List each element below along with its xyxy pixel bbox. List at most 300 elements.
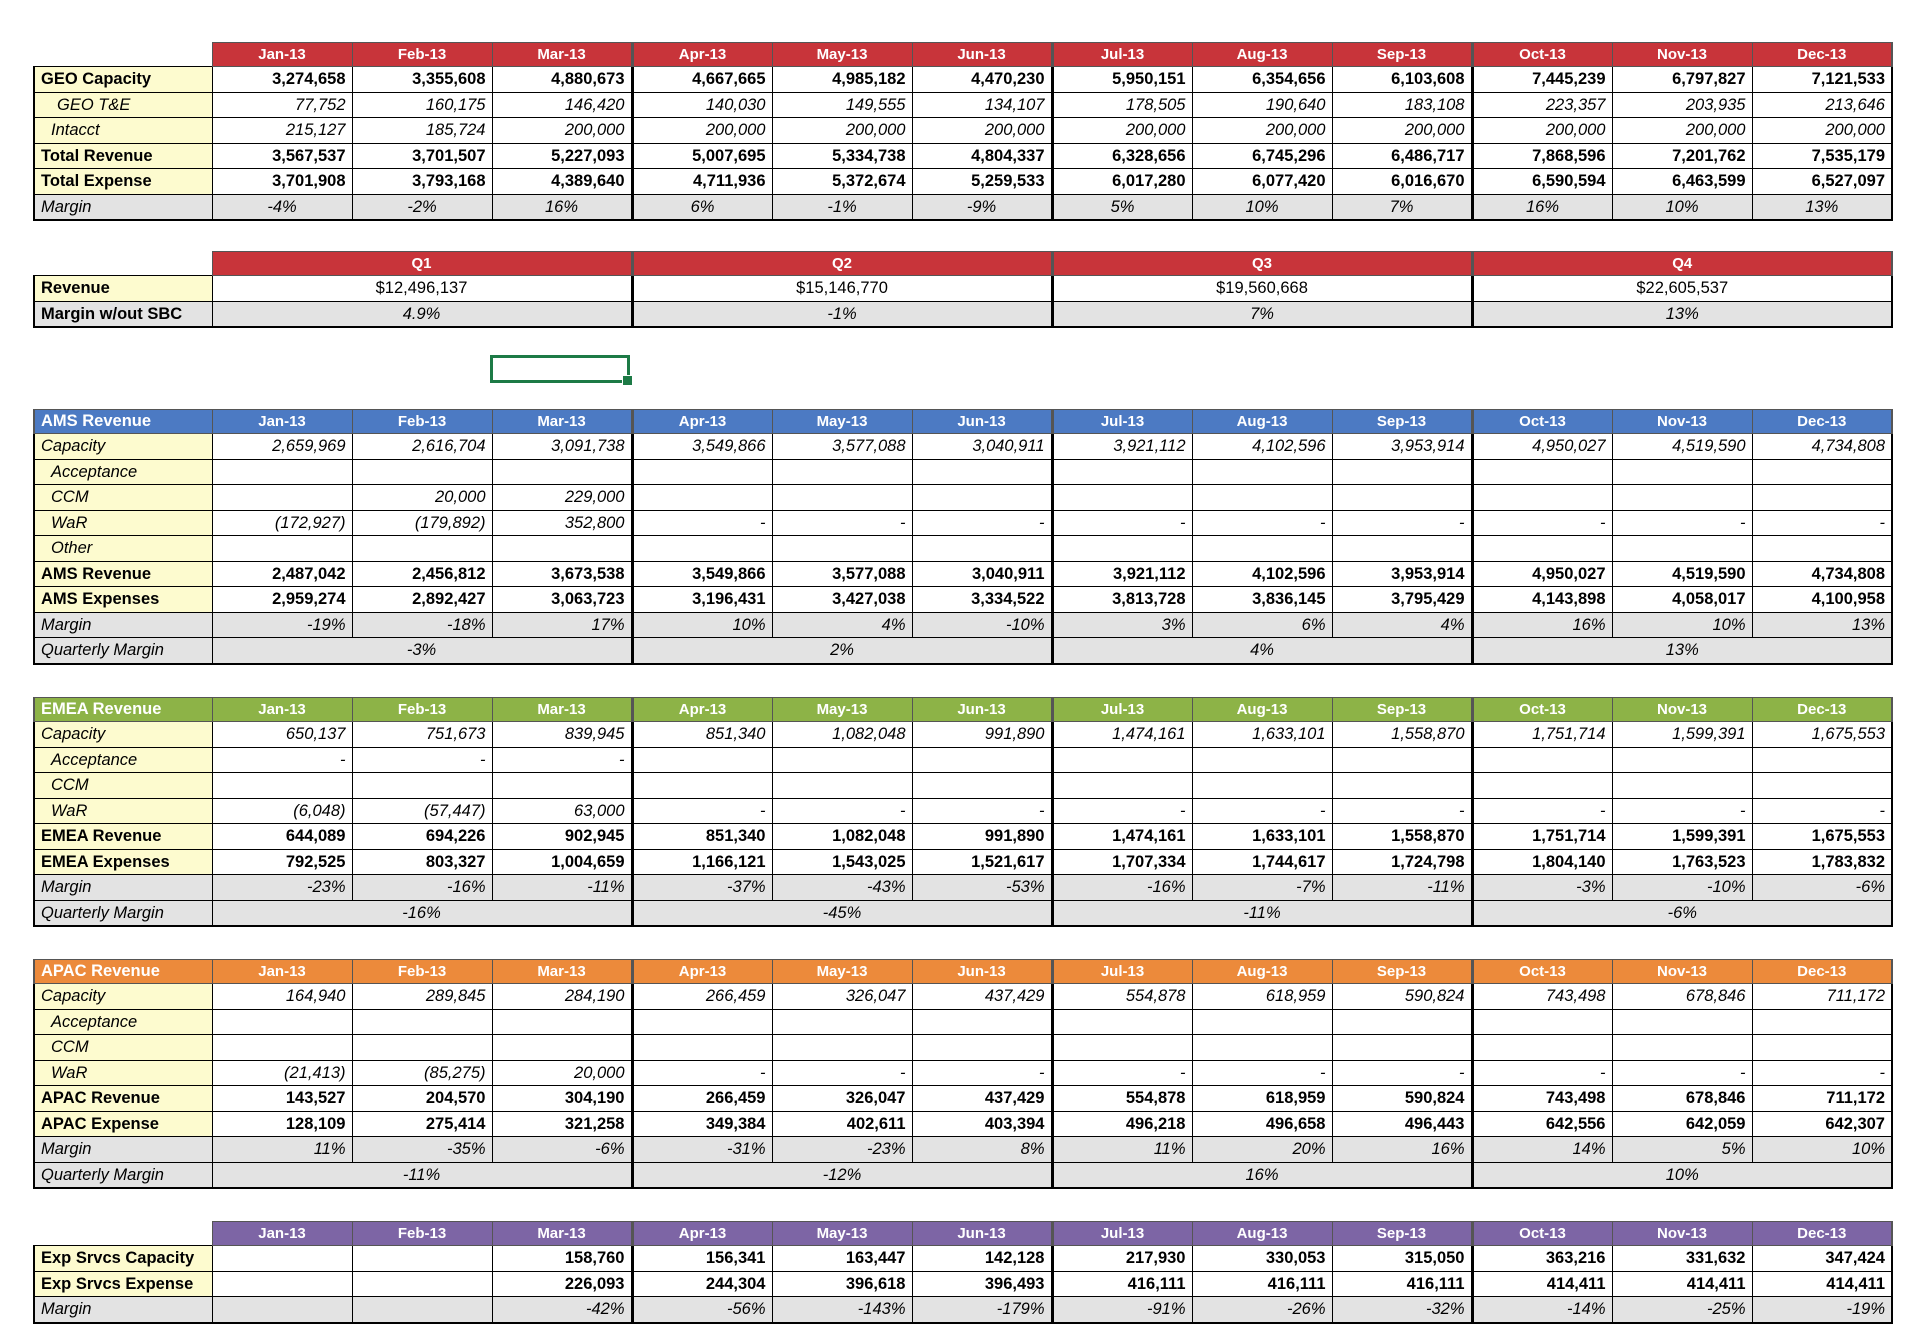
row-label[interactable]: Margin: [34, 1137, 212, 1163]
data-cell[interactable]: -: [1612, 510, 1752, 536]
data-cell[interactable]: 991,890: [912, 722, 1052, 748]
data-cell[interactable]: 803,327: [352, 849, 492, 875]
data-cell[interactable]: -6%: [492, 1137, 632, 1163]
month-header[interactable]: Jul-13: [1052, 960, 1192, 984]
data-cell[interactable]: 16%: [1472, 194, 1612, 220]
data-cell[interactable]: 743,498: [1472, 984, 1612, 1010]
data-cell[interactable]: -31%: [632, 1137, 772, 1163]
data-cell[interactable]: 711,172: [1752, 1086, 1892, 1112]
month-header[interactable]: May-13: [772, 960, 912, 984]
data-cell[interactable]: 363,216: [1472, 1246, 1612, 1272]
data-cell[interactable]: [1472, 459, 1612, 485]
month-header[interactable]: Nov-13: [1612, 43, 1752, 67]
data-cell[interactable]: 3,355,608: [352, 67, 492, 93]
data-cell[interactable]: -: [1472, 798, 1612, 824]
data-cell[interactable]: [1472, 1009, 1612, 1035]
month-header[interactable]: Aug-13: [1192, 960, 1332, 984]
month-header[interactable]: Sep-13: [1332, 1222, 1472, 1246]
data-cell[interactable]: -: [772, 510, 912, 536]
data-cell[interactable]: 7,121,533: [1752, 67, 1892, 93]
data-cell[interactable]: -: [1612, 798, 1752, 824]
month-header[interactable]: Sep-13: [1332, 960, 1472, 984]
data-cell[interactable]: [1052, 536, 1192, 562]
row-label[interactable]: Capacity: [34, 434, 212, 460]
data-cell[interactable]: 590,824: [1332, 984, 1472, 1010]
data-cell[interactable]: 5,950,151: [1052, 67, 1192, 93]
data-cell[interactable]: 414,411: [1752, 1271, 1892, 1297]
month-header[interactable]: Feb-13: [352, 960, 492, 984]
data-cell[interactable]: [632, 773, 772, 799]
data-cell[interactable]: 304,190: [492, 1086, 632, 1112]
data-cell[interactable]: 4,389,640: [492, 169, 632, 195]
data-cell[interactable]: 266,459: [632, 984, 772, 1010]
data-cell[interactable]: 851,340: [632, 722, 772, 748]
quarterly-margin-cell[interactable]: 13%: [1472, 638, 1892, 664]
data-cell[interactable]: (21,413): [212, 1060, 352, 1086]
data-cell[interactable]: 3,040,911: [912, 561, 1052, 587]
data-cell[interactable]: 1,751,714: [1472, 722, 1612, 748]
data-cell[interactable]: (179,892): [352, 510, 492, 536]
data-cell[interactable]: [212, 1297, 352, 1323]
row-label[interactable]: Quarterly Margin: [34, 1162, 212, 1188]
month-header[interactable]: Nov-13: [1612, 410, 1752, 434]
data-cell[interactable]: -: [1752, 1060, 1892, 1086]
data-cell[interactable]: 128,109: [212, 1111, 352, 1137]
month-header[interactable]: Feb-13: [352, 43, 492, 67]
data-cell[interactable]: -56%: [632, 1297, 772, 1323]
data-cell[interactable]: 3,577,088: [772, 434, 912, 460]
data-cell[interactable]: 143,527: [212, 1086, 352, 1112]
data-cell[interactable]: 5,372,674: [772, 169, 912, 195]
data-cell[interactable]: 10%: [1612, 612, 1752, 638]
row-label[interactable]: CCM: [34, 1035, 212, 1061]
data-cell[interactable]: 200,000: [1052, 118, 1192, 144]
data-cell[interactable]: -18%: [352, 612, 492, 638]
data-cell[interactable]: [352, 1246, 492, 1272]
data-cell[interactable]: 352,800: [492, 510, 632, 536]
row-label[interactable]: WaR: [34, 798, 212, 824]
data-cell[interactable]: 3,836,145: [1192, 587, 1332, 613]
data-cell[interactable]: 10%: [1192, 194, 1332, 220]
data-cell[interactable]: -32%: [1332, 1297, 1472, 1323]
month-header[interactable]: Jul-13: [1052, 698, 1192, 722]
data-cell[interactable]: 751,673: [352, 722, 492, 748]
data-cell[interactable]: 331,632: [1612, 1246, 1752, 1272]
data-cell[interactable]: 3,921,112: [1052, 561, 1192, 587]
data-cell[interactable]: 215,127: [212, 118, 352, 144]
data-cell[interactable]: 2,616,704: [352, 434, 492, 460]
data-cell[interactable]: 200,000: [1752, 118, 1892, 144]
data-cell[interactable]: 16%: [492, 194, 632, 220]
month-header[interactable]: Jul-13: [1052, 410, 1192, 434]
data-cell[interactable]: 200,000: [632, 118, 772, 144]
data-cell[interactable]: 1,633,101: [1192, 722, 1332, 748]
data-cell[interactable]: 20,000: [492, 1060, 632, 1086]
data-cell[interactable]: (57,447): [352, 798, 492, 824]
row-label[interactable]: Capacity: [34, 722, 212, 748]
data-cell[interactable]: [1472, 485, 1612, 511]
quarterly-margin-cell[interactable]: -3%: [212, 638, 632, 664]
month-header[interactable]: Dec-13: [1752, 960, 1892, 984]
data-cell[interactable]: 1,474,161: [1052, 722, 1192, 748]
data-cell[interactable]: 200,000: [772, 118, 912, 144]
data-cell[interactable]: 402,611: [772, 1111, 912, 1137]
quarterly-margin-cell[interactable]: 10%: [1472, 1162, 1892, 1188]
row-label[interactable]: Quarterly Margin: [34, 638, 212, 664]
data-cell[interactable]: -: [1192, 1060, 1332, 1086]
month-header[interactable]: Feb-13: [352, 410, 492, 434]
data-cell[interactable]: 6,016,670: [1332, 169, 1472, 195]
month-header[interactable]: Nov-13: [1612, 1222, 1752, 1246]
data-cell[interactable]: 200,000: [1192, 118, 1332, 144]
data-cell[interactable]: [1472, 536, 1612, 562]
data-cell[interactable]: 678,846: [1612, 984, 1752, 1010]
data-cell[interactable]: 4,100,958: [1752, 587, 1892, 613]
data-cell[interactable]: 2,959,274: [212, 587, 352, 613]
data-cell[interactable]: (6,048): [212, 798, 352, 824]
month-header[interactable]: Mar-13: [492, 698, 632, 722]
data-cell[interactable]: [1332, 485, 1472, 511]
data-cell[interactable]: -: [1332, 798, 1472, 824]
row-label[interactable]: CCM: [34, 485, 212, 511]
quarterly-margin-cell[interactable]: -11%: [212, 1162, 632, 1188]
data-cell[interactable]: 1,558,870: [1332, 722, 1472, 748]
data-cell[interactable]: 6,527,097: [1752, 169, 1892, 195]
data-cell[interactable]: [1052, 1035, 1192, 1061]
data-cell[interactable]: [212, 773, 352, 799]
data-cell[interactable]: 711,172: [1752, 984, 1892, 1010]
row-label[interactable]: Total Revenue: [34, 143, 212, 169]
month-header[interactable]: Apr-13: [632, 410, 772, 434]
data-cell[interactable]: 642,556: [1472, 1111, 1612, 1137]
row-label[interactable]: Other: [34, 536, 212, 562]
data-cell[interactable]: 217,930: [1052, 1246, 1192, 1272]
data-cell[interactable]: 991,890: [912, 824, 1052, 850]
data-cell[interactable]: 2,659,969: [212, 434, 352, 460]
data-cell[interactable]: 5,227,093: [492, 143, 632, 169]
data-cell[interactable]: 142,128: [912, 1246, 1052, 1272]
data-cell[interactable]: -: [1052, 798, 1192, 824]
data-cell[interactable]: [772, 536, 912, 562]
data-cell[interactable]: 2,456,812: [352, 561, 492, 587]
data-cell[interactable]: [772, 485, 912, 511]
quarter-header[interactable]: Q3: [1052, 252, 1472, 276]
data-cell[interactable]: 4,985,182: [772, 67, 912, 93]
month-header[interactable]: Dec-13: [1752, 410, 1892, 434]
month-header[interactable]: Sep-13: [1332, 410, 1472, 434]
data-cell[interactable]: 200,000: [1332, 118, 1472, 144]
data-cell[interactable]: 3,427,038: [772, 587, 912, 613]
month-header[interactable]: May-13: [772, 1222, 912, 1246]
data-cell[interactable]: 6,486,717: [1332, 143, 1472, 169]
data-cell[interactable]: 14%: [1472, 1137, 1612, 1163]
data-cell[interactable]: -: [1612, 1060, 1752, 1086]
data-cell[interactable]: 1,751,714: [1472, 824, 1612, 850]
data-cell[interactable]: -10%: [912, 612, 1052, 638]
data-cell[interactable]: [1612, 1035, 1752, 1061]
data-cell[interactable]: 4%: [1332, 612, 1472, 638]
data-cell[interactable]: [492, 1035, 632, 1061]
data-cell[interactable]: -: [1472, 1060, 1612, 1086]
month-header[interactable]: Feb-13: [352, 1222, 492, 1246]
data-cell[interactable]: [1332, 1035, 1472, 1061]
data-cell[interactable]: 1,166,121: [632, 849, 772, 875]
data-cell[interactable]: 5,334,738: [772, 143, 912, 169]
data-cell[interactable]: -: [632, 1060, 772, 1086]
data-cell[interactable]: 1,707,334: [1052, 849, 1192, 875]
data-cell[interactable]: -7%: [1192, 875, 1332, 901]
data-cell[interactable]: 6,590,594: [1472, 169, 1612, 195]
selected-cell-cursor[interactable]: [490, 355, 630, 383]
data-cell[interactable]: 3,040,911: [912, 434, 1052, 460]
quarterly-margin-cell[interactable]: 16%: [1052, 1162, 1472, 1188]
data-cell[interactable]: [1332, 773, 1472, 799]
quarterly-margin-cell[interactable]: -16%: [212, 900, 632, 926]
data-cell[interactable]: 156,341: [632, 1246, 772, 1272]
data-cell[interactable]: 4,711,936: [632, 169, 772, 195]
data-cell[interactable]: 4,102,596: [1192, 561, 1332, 587]
data-cell[interactable]: [912, 536, 1052, 562]
row-label[interactable]: GEO Capacity: [34, 67, 212, 93]
data-cell[interactable]: 1,004,659: [492, 849, 632, 875]
data-cell[interactable]: 3,577,088: [772, 561, 912, 587]
data-cell[interactable]: 134,107: [912, 92, 1052, 118]
data-cell[interactable]: [1052, 1009, 1192, 1035]
data-cell[interactable]: [1192, 747, 1332, 773]
data-cell[interactable]: -: [772, 1060, 912, 1086]
data-cell[interactable]: 1,521,617: [912, 849, 1052, 875]
data-cell[interactable]: [1332, 747, 1472, 773]
data-cell[interactable]: 1,675,553: [1752, 722, 1892, 748]
data-cell[interactable]: -91%: [1052, 1297, 1192, 1323]
data-cell[interactable]: 3,549,866: [632, 561, 772, 587]
data-cell[interactable]: [1612, 1009, 1752, 1035]
data-cell[interactable]: [632, 747, 772, 773]
month-header[interactable]: Jan-13: [212, 43, 352, 67]
data-cell[interactable]: 396,618: [772, 1271, 912, 1297]
data-cell[interactable]: 6%: [1192, 612, 1332, 638]
month-header[interactable]: May-13: [772, 43, 912, 67]
data-cell[interactable]: 851,340: [632, 824, 772, 850]
data-cell[interactable]: [212, 536, 352, 562]
month-header[interactable]: Mar-13: [492, 410, 632, 434]
data-cell[interactable]: 204,570: [352, 1086, 492, 1112]
data-cell[interactable]: [632, 1035, 772, 1061]
data-cell[interactable]: -11%: [1332, 875, 1472, 901]
row-label[interactable]: EMEA Expenses: [34, 849, 212, 875]
row-label[interactable]: Margin: [34, 612, 212, 638]
data-cell[interactable]: 4,470,230: [912, 67, 1052, 93]
data-cell[interactable]: 3,091,738: [492, 434, 632, 460]
data-cell[interactable]: [912, 773, 1052, 799]
data-cell[interactable]: 3,813,728: [1052, 587, 1192, 613]
data-cell[interactable]: 6%: [632, 194, 772, 220]
row-label[interactable]: CCM: [34, 773, 212, 799]
data-cell[interactable]: -: [632, 798, 772, 824]
data-cell[interactable]: 146,420: [492, 92, 632, 118]
quarter-revenue-cell[interactable]: $22,605,537: [1472, 276, 1892, 302]
data-cell[interactable]: [1472, 773, 1612, 799]
data-cell[interactable]: [352, 1009, 492, 1035]
data-cell[interactable]: 160,175: [352, 92, 492, 118]
data-cell[interactable]: 4%: [772, 612, 912, 638]
data-cell[interactable]: 5%: [1612, 1137, 1752, 1163]
data-cell[interactable]: 403,394: [912, 1111, 1052, 1137]
quarterly-margin-cell[interactable]: 4%: [1052, 638, 1472, 664]
data-cell[interactable]: [1752, 485, 1892, 511]
data-cell[interactable]: 321,258: [492, 1111, 632, 1137]
data-cell[interactable]: [1752, 747, 1892, 773]
month-header[interactable]: Sep-13: [1332, 698, 1472, 722]
quarterly-margin-cell[interactable]: -6%: [1472, 900, 1892, 926]
data-cell[interactable]: 642,307: [1752, 1111, 1892, 1137]
data-cell[interactable]: -: [492, 747, 632, 773]
data-cell[interactable]: [1612, 773, 1752, 799]
month-header[interactable]: Mar-13: [492, 1222, 632, 1246]
data-cell[interactable]: -2%: [352, 194, 492, 220]
data-cell[interactable]: [1332, 536, 1472, 562]
month-header[interactable]: Jul-13: [1052, 43, 1192, 67]
data-cell[interactable]: 200,000: [912, 118, 1052, 144]
month-header[interactable]: Oct-13: [1472, 698, 1612, 722]
data-cell[interactable]: [772, 1009, 912, 1035]
data-cell[interactable]: [1192, 485, 1332, 511]
data-cell[interactable]: -: [1332, 510, 1472, 536]
data-cell[interactable]: 496,443: [1332, 1111, 1472, 1137]
data-cell[interactable]: -: [1192, 510, 1332, 536]
data-cell[interactable]: -53%: [912, 875, 1052, 901]
row-label[interactable]: AMS Revenue: [34, 561, 212, 587]
data-cell[interactable]: -: [352, 747, 492, 773]
month-header[interactable]: Jul-13: [1052, 1222, 1192, 1246]
row-label[interactable]: EMEA Revenue: [34, 824, 212, 850]
row-label[interactable]: Acceptance: [34, 747, 212, 773]
data-cell[interactable]: 140,030: [632, 92, 772, 118]
quarter-header[interactable]: Q4: [1472, 252, 1892, 276]
data-cell[interactable]: 4,667,665: [632, 67, 772, 93]
data-cell[interactable]: -: [772, 798, 912, 824]
data-cell[interactable]: 414,411: [1472, 1271, 1612, 1297]
data-cell[interactable]: 6,017,280: [1052, 169, 1192, 195]
month-header[interactable]: Apr-13: [632, 698, 772, 722]
data-cell[interactable]: 315,050: [1332, 1246, 1472, 1272]
data-cell[interactable]: -10%: [1612, 875, 1752, 901]
data-cell[interactable]: 158,760: [492, 1246, 632, 1272]
month-header[interactable]: Dec-13: [1752, 43, 1892, 67]
data-cell[interactable]: [352, 1297, 492, 1323]
data-cell[interactable]: [1752, 459, 1892, 485]
data-cell[interactable]: [492, 1009, 632, 1035]
data-cell[interactable]: 223,357: [1472, 92, 1612, 118]
data-cell[interactable]: 20%: [1192, 1137, 1332, 1163]
data-cell[interactable]: 326,047: [772, 984, 912, 1010]
data-cell[interactable]: [1332, 459, 1472, 485]
data-cell[interactable]: -3%: [1472, 875, 1612, 901]
data-cell[interactable]: [1192, 1035, 1332, 1061]
month-header[interactable]: May-13: [772, 698, 912, 722]
month-header[interactable]: Jun-13: [912, 960, 1052, 984]
data-cell[interactable]: 163,447: [772, 1246, 912, 1272]
data-cell[interactable]: 1,633,101: [1192, 824, 1332, 850]
data-cell[interactable]: 149,555: [772, 92, 912, 118]
data-cell[interactable]: [632, 485, 772, 511]
data-cell[interactable]: [1612, 459, 1752, 485]
data-cell[interactable]: 13%: [1752, 194, 1892, 220]
data-cell[interactable]: 20,000: [352, 485, 492, 511]
data-cell[interactable]: 2,487,042: [212, 561, 352, 587]
data-cell[interactable]: -23%: [772, 1137, 912, 1163]
quarter-margin-cell[interactable]: 7%: [1052, 301, 1472, 327]
row-label[interactable]: Acceptance: [34, 1009, 212, 1035]
data-cell[interactable]: -43%: [772, 875, 912, 901]
row-label[interactable]: WaR: [34, 510, 212, 536]
data-cell[interactable]: [1612, 536, 1752, 562]
data-cell[interactable]: 10%: [1752, 1137, 1892, 1163]
data-cell[interactable]: 396,493: [912, 1271, 1052, 1297]
quarterly-margin-cell[interactable]: -12%: [632, 1162, 1052, 1188]
data-cell[interactable]: 203,935: [1612, 92, 1752, 118]
month-header[interactable]: Aug-13: [1192, 1222, 1332, 1246]
data-cell[interactable]: 1,599,391: [1612, 824, 1752, 850]
data-cell[interactable]: -4%: [212, 194, 352, 220]
month-header[interactable]: Feb-13: [352, 698, 492, 722]
data-cell[interactable]: [1192, 1009, 1332, 1035]
data-cell[interactable]: 11%: [212, 1137, 352, 1163]
quarterly-margin-cell[interactable]: 2%: [632, 638, 1052, 664]
data-cell[interactable]: [212, 459, 352, 485]
data-cell[interactable]: 3,795,429: [1332, 587, 1472, 613]
data-cell[interactable]: 284,190: [492, 984, 632, 1010]
data-cell[interactable]: 618,959: [1192, 984, 1332, 1010]
data-cell[interactable]: [632, 1009, 772, 1035]
data-cell[interactable]: -14%: [1472, 1297, 1612, 1323]
data-cell[interactable]: 3%: [1052, 612, 1192, 638]
quarter-margin-cell[interactable]: 4.9%: [212, 301, 632, 327]
row-label[interactable]: AMS Expenses: [34, 587, 212, 613]
data-cell[interactable]: 5,259,533: [912, 169, 1052, 195]
data-cell[interactable]: 349,384: [632, 1111, 772, 1137]
data-cell[interactable]: 416,111: [1332, 1271, 1472, 1297]
data-cell[interactable]: 1,082,048: [772, 824, 912, 850]
data-cell[interactable]: 4,143,898: [1472, 587, 1612, 613]
data-cell[interactable]: 1,744,617: [1192, 849, 1332, 875]
data-cell[interactable]: 17%: [492, 612, 632, 638]
data-cell[interactable]: -179%: [912, 1297, 1052, 1323]
data-cell[interactable]: 7,445,239: [1472, 67, 1612, 93]
data-cell[interactable]: -23%: [212, 875, 352, 901]
month-header[interactable]: Jun-13: [912, 698, 1052, 722]
data-cell[interactable]: 3,063,723: [492, 587, 632, 613]
data-cell[interactable]: [632, 536, 772, 562]
data-cell[interactable]: 4,804,337: [912, 143, 1052, 169]
data-cell[interactable]: 1,558,870: [1332, 824, 1472, 850]
data-cell[interactable]: [772, 1035, 912, 1061]
data-cell[interactable]: 10%: [632, 612, 772, 638]
data-cell[interactable]: [1472, 1035, 1612, 1061]
data-cell[interactable]: 414,411: [1612, 1271, 1752, 1297]
data-cell[interactable]: 437,429: [912, 984, 1052, 1010]
data-cell[interactable]: 902,945: [492, 824, 632, 850]
data-cell[interactable]: 3,921,112: [1052, 434, 1192, 460]
data-cell[interactable]: 289,845: [352, 984, 492, 1010]
row-label[interactable]: APAC Revenue: [34, 1086, 212, 1112]
row-label[interactable]: Margin w/out SBC: [34, 301, 212, 327]
data-cell[interactable]: -11%: [492, 875, 632, 901]
month-header[interactable]: Jan-13: [212, 410, 352, 434]
data-cell[interactable]: -19%: [1752, 1297, 1892, 1323]
row-label[interactable]: Exp Srvcs Capacity: [34, 1246, 212, 1272]
data-cell[interactable]: [352, 459, 492, 485]
